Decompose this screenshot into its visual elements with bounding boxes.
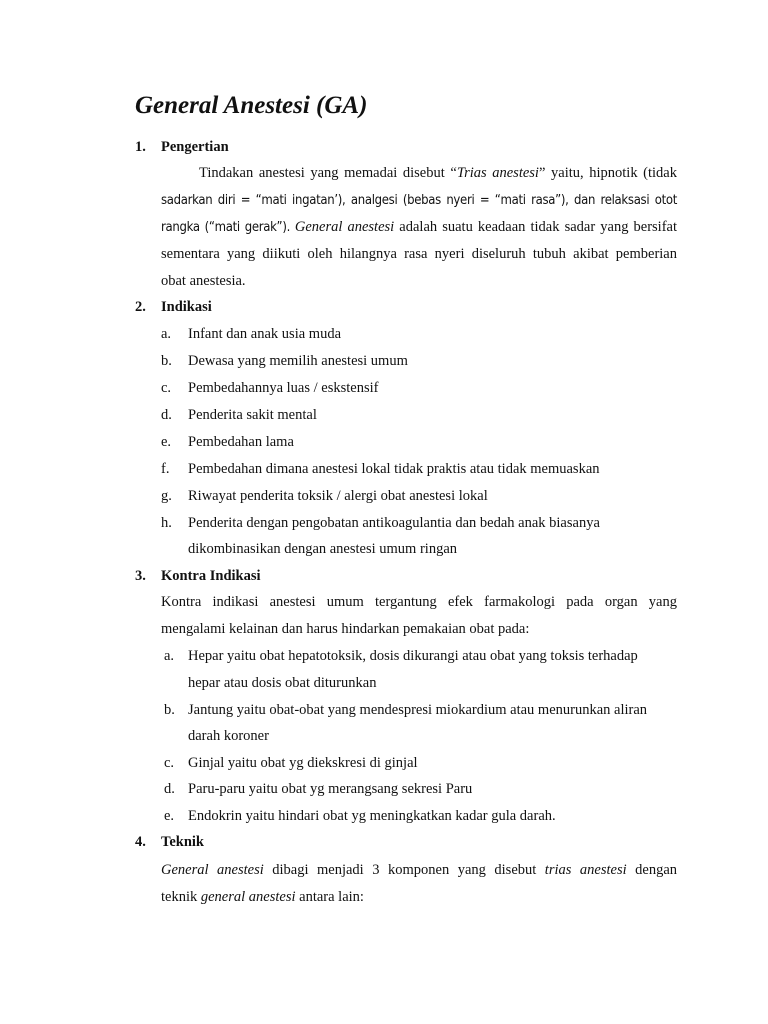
list-item-letter: c. bbox=[164, 755, 175, 771]
list-item: Jantung yaitu obat-obat yang mendespresi miokardium atau menurunkan aliran bbox=[188, 702, 648, 718]
italic-term: General anestesi bbox=[294, 219, 395, 235]
text-run: dengan bbox=[626, 862, 678, 878]
paragraph-line bbox=[161, 862, 677, 879]
section-heading-text: Teknik bbox=[161, 834, 204, 850]
list-item-letter: c. bbox=[161, 380, 172, 396]
paragraph-line: mengalami kelainan dan harus hindarkan pemakaian obat pada: bbox=[161, 621, 530, 637]
section-heading-teknik bbox=[135, 834, 204, 851]
list-item-letter: e. bbox=[161, 434, 172, 450]
paragraph-line: sadarkan diri = “mati ingatan’), analgesi (bebas nyeri = “mati rasa”), dan relaksasi otot bbox=[161, 193, 677, 208]
italic-term: Trias anestesi bbox=[456, 165, 539, 181]
text-run: adalah suatu keadaan tidak sadar yang bersifat bbox=[394, 219, 678, 235]
list-item: Hepar yaitu obat hepatotoksik, dosis dikurangi atau obat yang toksis terhadap bbox=[188, 648, 638, 664]
paragraph-line: Kontra indikasi anestesi umum tergantung efek farmakologi pada organ yang bbox=[161, 594, 677, 610]
list-item: Pembedahan lama bbox=[188, 434, 294, 450]
text-run: Tindakan anestesi yang memadai disebut “ bbox=[199, 165, 457, 181]
list-item-letter: g. bbox=[161, 488, 172, 504]
text-run: antara lain: bbox=[295, 889, 364, 905]
section-heading-kontra-indikasi bbox=[135, 568, 261, 585]
paragraph-line: obat anestesia. bbox=[161, 273, 246, 289]
section-heading-text: Pengertian bbox=[161, 139, 229, 155]
list-item: Dewasa yang memilih anestesi umum bbox=[188, 353, 408, 369]
italic-term: general anestesi bbox=[200, 889, 296, 905]
list-item-letter: a. bbox=[161, 326, 172, 342]
section-number: 3. bbox=[135, 568, 146, 584]
list-item-letter: d. bbox=[161, 407, 172, 423]
list-item: Pembedahannya luas / eskstensif bbox=[188, 380, 379, 396]
list-item: Endokrin yaitu hindari obat yg meningkatkan kadar gula darah. bbox=[188, 808, 556, 824]
list-item: Penderita dengan pengobatan antikoagulantia dan bedah anak biasanya bbox=[188, 515, 600, 531]
paragraph-line: sementara yang diikuti oleh hilangnya rasa nyeri diseluruh tubuh akibat pemberian bbox=[161, 246, 677, 262]
list-item-letter: e. bbox=[164, 808, 175, 824]
list-item-letter: d. bbox=[164, 781, 175, 797]
list-item: Infant dan anak usia muda bbox=[188, 326, 342, 342]
list-item-letter: f. bbox=[161, 461, 170, 477]
paragraph-line bbox=[161, 889, 677, 906]
list-item: Riwayat penderita toksik / alergi obat anestesi lokal bbox=[188, 488, 488, 504]
section-number: 2. bbox=[135, 299, 146, 315]
section-heading-pengertian bbox=[135, 139, 229, 156]
list-item-letter: b. bbox=[161, 353, 172, 369]
text-run: teknik bbox=[161, 889, 201, 905]
list-item-continuation: darah koroner bbox=[188, 728, 269, 744]
italic-term: trias anestesi bbox=[544, 862, 627, 878]
text-run: ” yaitu, hipnotik (tidak bbox=[538, 165, 677, 181]
list-item: Pembedahan dimana anestesi lokal tidak praktis atau tidak memuaskan bbox=[188, 461, 600, 477]
italic-term: General anestesi bbox=[161, 862, 264, 878]
list-item-letter: a. bbox=[164, 648, 175, 664]
paragraph-line bbox=[199, 165, 677, 182]
section-heading-text: Kontra Indikasi bbox=[161, 568, 261, 584]
list-item: Penderita sakit mental bbox=[188, 407, 317, 423]
section-heading-indikasi bbox=[135, 299, 212, 316]
list-item-continuation: hepar atau dosis obat diturunkan bbox=[188, 675, 377, 691]
list-item: Paru-paru yaitu obat yg merangsang sekresi Paru bbox=[188, 781, 473, 797]
section-number: 1. bbox=[135, 139, 146, 155]
text-run: dibagi menjadi 3 komponen yang disebut bbox=[263, 862, 545, 878]
section-number: 4. bbox=[135, 834, 146, 850]
list-item: Ginjal yaitu obat yg diekskresi di ginjal bbox=[188, 755, 418, 771]
text-run: rangka (“mati gerak”). bbox=[161, 220, 295, 235]
paragraph-line bbox=[161, 219, 677, 236]
document-title: General Anestesi (GA) bbox=[135, 92, 368, 119]
section-heading-text: Indikasi bbox=[161, 299, 212, 315]
list-item-letter: h. bbox=[161, 515, 172, 531]
list-item-continuation: dikombinasikan dengan anestesi umum ringan bbox=[188, 541, 458, 557]
list-item-letter: b. bbox=[164, 702, 175, 718]
